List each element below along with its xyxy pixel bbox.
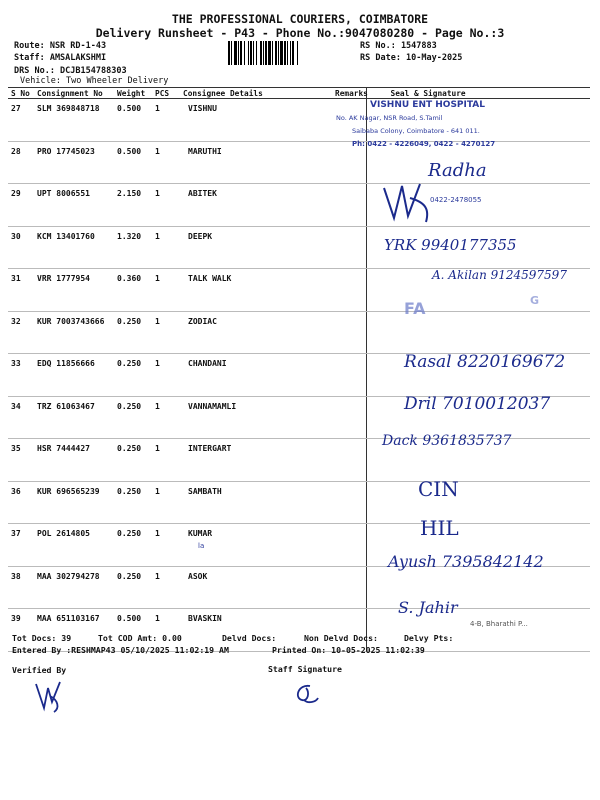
row-consignee: ZODIAC (180, 311, 332, 354)
signature-row36: CIN (418, 477, 459, 501)
row-remarks (332, 396, 366, 439)
row-consignee: DEEPK (180, 226, 332, 269)
col-consignment: Consignment No (34, 88, 114, 99)
row-sno: 28 (8, 141, 34, 184)
row-consignee: VISHNU (180, 99, 332, 142)
company-title: THE PROFESSIONAL COURIERS, COIMBATORE (171, 12, 429, 26)
route-field: Route: NSR RD-1-43 (14, 41, 107, 51)
vishnu-stamp-phone: Ph: 0422 - 4226049, 0422 - 4270127 (352, 140, 496, 148)
signature-row29 (380, 178, 440, 228)
row-remarks (332, 566, 366, 609)
row-pcs: 1 (152, 609, 180, 652)
row-pcs: 1 (152, 226, 180, 269)
col-consignee: Consignee Details (180, 88, 332, 99)
signature-row38: Ayush 7395842142 (388, 552, 544, 571)
row-weight: 1.320 (114, 226, 152, 269)
row-pcs: 1 (152, 566, 180, 609)
row-weight: 0.250 (114, 566, 152, 609)
col-sno: S No (8, 88, 34, 99)
barcode-bar (298, 41, 299, 65)
row-pcs: 1 (152, 184, 180, 227)
row-weight: 0.500 (114, 609, 152, 652)
tot-docs: Tot Docs: 39 (12, 633, 72, 643)
row-consignee: INTERGART (180, 439, 332, 482)
row-consignee: TALK WALK (180, 269, 332, 312)
row-seal-signature (366, 481, 590, 524)
row-consignment-no: MAA 302794278 (34, 566, 114, 609)
col-pcs: PCS (152, 88, 180, 99)
row-remarks (332, 439, 366, 482)
table-row (8, 481, 590, 524)
signature-row39: S. Jahir (398, 598, 458, 617)
col-seal-signature: Seal & Signature (366, 88, 590, 99)
row-consignment-no: UPT 8006551 (34, 184, 114, 227)
row-remarks (332, 226, 366, 269)
row-sno: 30 (8, 226, 34, 269)
row-consignment-no: TRZ 61063467 (34, 396, 114, 439)
row-consignment-no: EDQ 11856666 (34, 354, 114, 397)
row-consignment-no: KCM 13401760 (34, 226, 114, 269)
row-sno: 34 (8, 396, 34, 439)
staff-signature (290, 680, 320, 706)
printed-on: Printed On: 10-05-2025 11:02:39 (272, 645, 425, 655)
row-remarks (332, 184, 366, 227)
vishnu-stamp-name: VISHNU ENT HOSPITAL (370, 100, 486, 110)
row-sno: 33 (8, 354, 34, 397)
table-header-row (8, 88, 590, 99)
rs-no-field: RS No.: 1547883 (360, 41, 437, 51)
row-weight: 2.150 (114, 184, 152, 227)
row-weight: 0.360 (114, 269, 152, 312)
staff-field: Staff: AMSALAKSHMI (14, 53, 107, 63)
delvd-docs: Delvd Docs: (222, 633, 277, 643)
row-sno: 37 (8, 524, 34, 567)
row39-stamp: 4-B, Bharathi P... (470, 620, 528, 628)
row-weight: 0.250 (114, 354, 152, 397)
signature-row33: Rasal 8220169672 (404, 352, 566, 372)
table-row (8, 99, 590, 142)
row-sno: 36 (8, 481, 34, 524)
row-weight: 0.250 (114, 524, 152, 567)
row-sno: 38 (8, 566, 34, 609)
signature-row28: Radha (428, 160, 487, 181)
row-pcs: 1 (152, 396, 180, 439)
svg-text:G: G (530, 294, 540, 307)
row38-small-mark: la (198, 542, 205, 550)
row29-stamp-phone: 0422-2478055 (430, 196, 482, 204)
col-weight: Weight (114, 88, 152, 99)
row-sno: 39 (8, 609, 34, 652)
row-weight: 0.250 (114, 311, 152, 354)
table-row (8, 141, 590, 184)
runsheet-subtitle: Delivery Runsheet - P43 - Phone No.:9047080280 - Page No.:3 (95, 26, 505, 40)
row-consignment-no: KUR 696565239 (34, 481, 114, 524)
signature-row37: HIL (420, 516, 459, 540)
vishnu-stamp-area: Saibaba Colony, Coimbatore - 641 011. (352, 127, 480, 135)
row-consignee: ASOK (180, 566, 332, 609)
row-consignment-no: SLM 369848718 (34, 99, 114, 142)
table-row (8, 184, 590, 227)
svg-text:FA: FA (404, 299, 426, 318)
signature-row30: YRK 9940177355 (384, 236, 517, 254)
row-consignee: ABITEK (180, 184, 332, 227)
verified-by-label: Verified By (12, 665, 67, 675)
row-pcs: 1 (152, 99, 180, 142)
vishnu-stamp-address: No. AK Nagar, NSR Road, S.Tamil (336, 114, 443, 122)
signature-row35: Dack 9361835737 (382, 433, 512, 449)
row-consignee: VANNAMAMLI (180, 396, 332, 439)
row-pcs: 1 (152, 141, 180, 184)
delvy-pts: Delvy Pts: (404, 633, 454, 643)
row-remarks (332, 481, 366, 524)
signature-row31: A. Akilan 9124597597 (432, 268, 567, 282)
barcode (228, 41, 348, 65)
tot-cod-amt: Tot COD Amt: 0.00 (98, 633, 182, 643)
row-weight: 0.250 (114, 439, 152, 482)
table-row (8, 566, 590, 609)
signature-row34: Dril 7010012037 (404, 394, 551, 414)
entered-by: Entered By :RESHMAP43 05/10/2025 11:02:19 AM (12, 645, 229, 655)
row-pcs: 1 (152, 311, 180, 354)
row-consignment-no: KUR 7003743666 (34, 311, 114, 354)
row-consignment-no: PRO 17745023 (34, 141, 114, 184)
row-sno: 29 (8, 184, 34, 227)
non-delvd-docs: Non Delvd Docs: (304, 633, 378, 643)
row-sno: 27 (8, 99, 34, 142)
row-sno: 35 (8, 439, 34, 482)
row-remarks (332, 269, 366, 312)
row-pcs: 1 (152, 354, 180, 397)
row-weight: 0.250 (114, 481, 152, 524)
row-pcs: 1 (152, 481, 180, 524)
row-consignee: KUMAR (180, 524, 332, 567)
rs-date-field: RS Date: 10-May-2025 (360, 53, 463, 63)
drs-field: DRS No.: DCJB154788303 (14, 66, 127, 76)
row-consignee: MARUTHI (180, 141, 332, 184)
row-pcs: 1 (152, 269, 180, 312)
row-pcs: 1 (152, 524, 180, 567)
row-consignment-no: POL 2614805 (34, 524, 114, 567)
verified-signature (30, 678, 70, 714)
row-consignee: CHANDANI (180, 354, 332, 397)
row-remarks (332, 354, 366, 397)
row-remarks (332, 311, 366, 354)
vehicle-field: Vehicle: Two Wheeler Delivery (20, 76, 169, 86)
row-weight: 0.250 (114, 396, 152, 439)
row-sno: 32 (8, 311, 34, 354)
row-weight: 0.500 (114, 99, 152, 142)
row-remarks (332, 524, 366, 567)
row32-faded-stamp (400, 292, 590, 332)
col-remarks: Remarks (332, 88, 366, 99)
row-consignee: BVASKIN (180, 609, 332, 652)
staff-signature-label: Staff Signature (268, 664, 342, 674)
row-pcs: 1 (152, 439, 180, 482)
row-consignment-no: MAA 651103167 (34, 609, 114, 652)
row-sno: 31 (8, 269, 34, 312)
row-weight: 0.500 (114, 141, 152, 184)
row-consignment-no: HSR 7444427 (34, 439, 114, 482)
row-consignee: SAMBATH (180, 481, 332, 524)
row-consignment-no: VRR 1777954 (34, 269, 114, 312)
